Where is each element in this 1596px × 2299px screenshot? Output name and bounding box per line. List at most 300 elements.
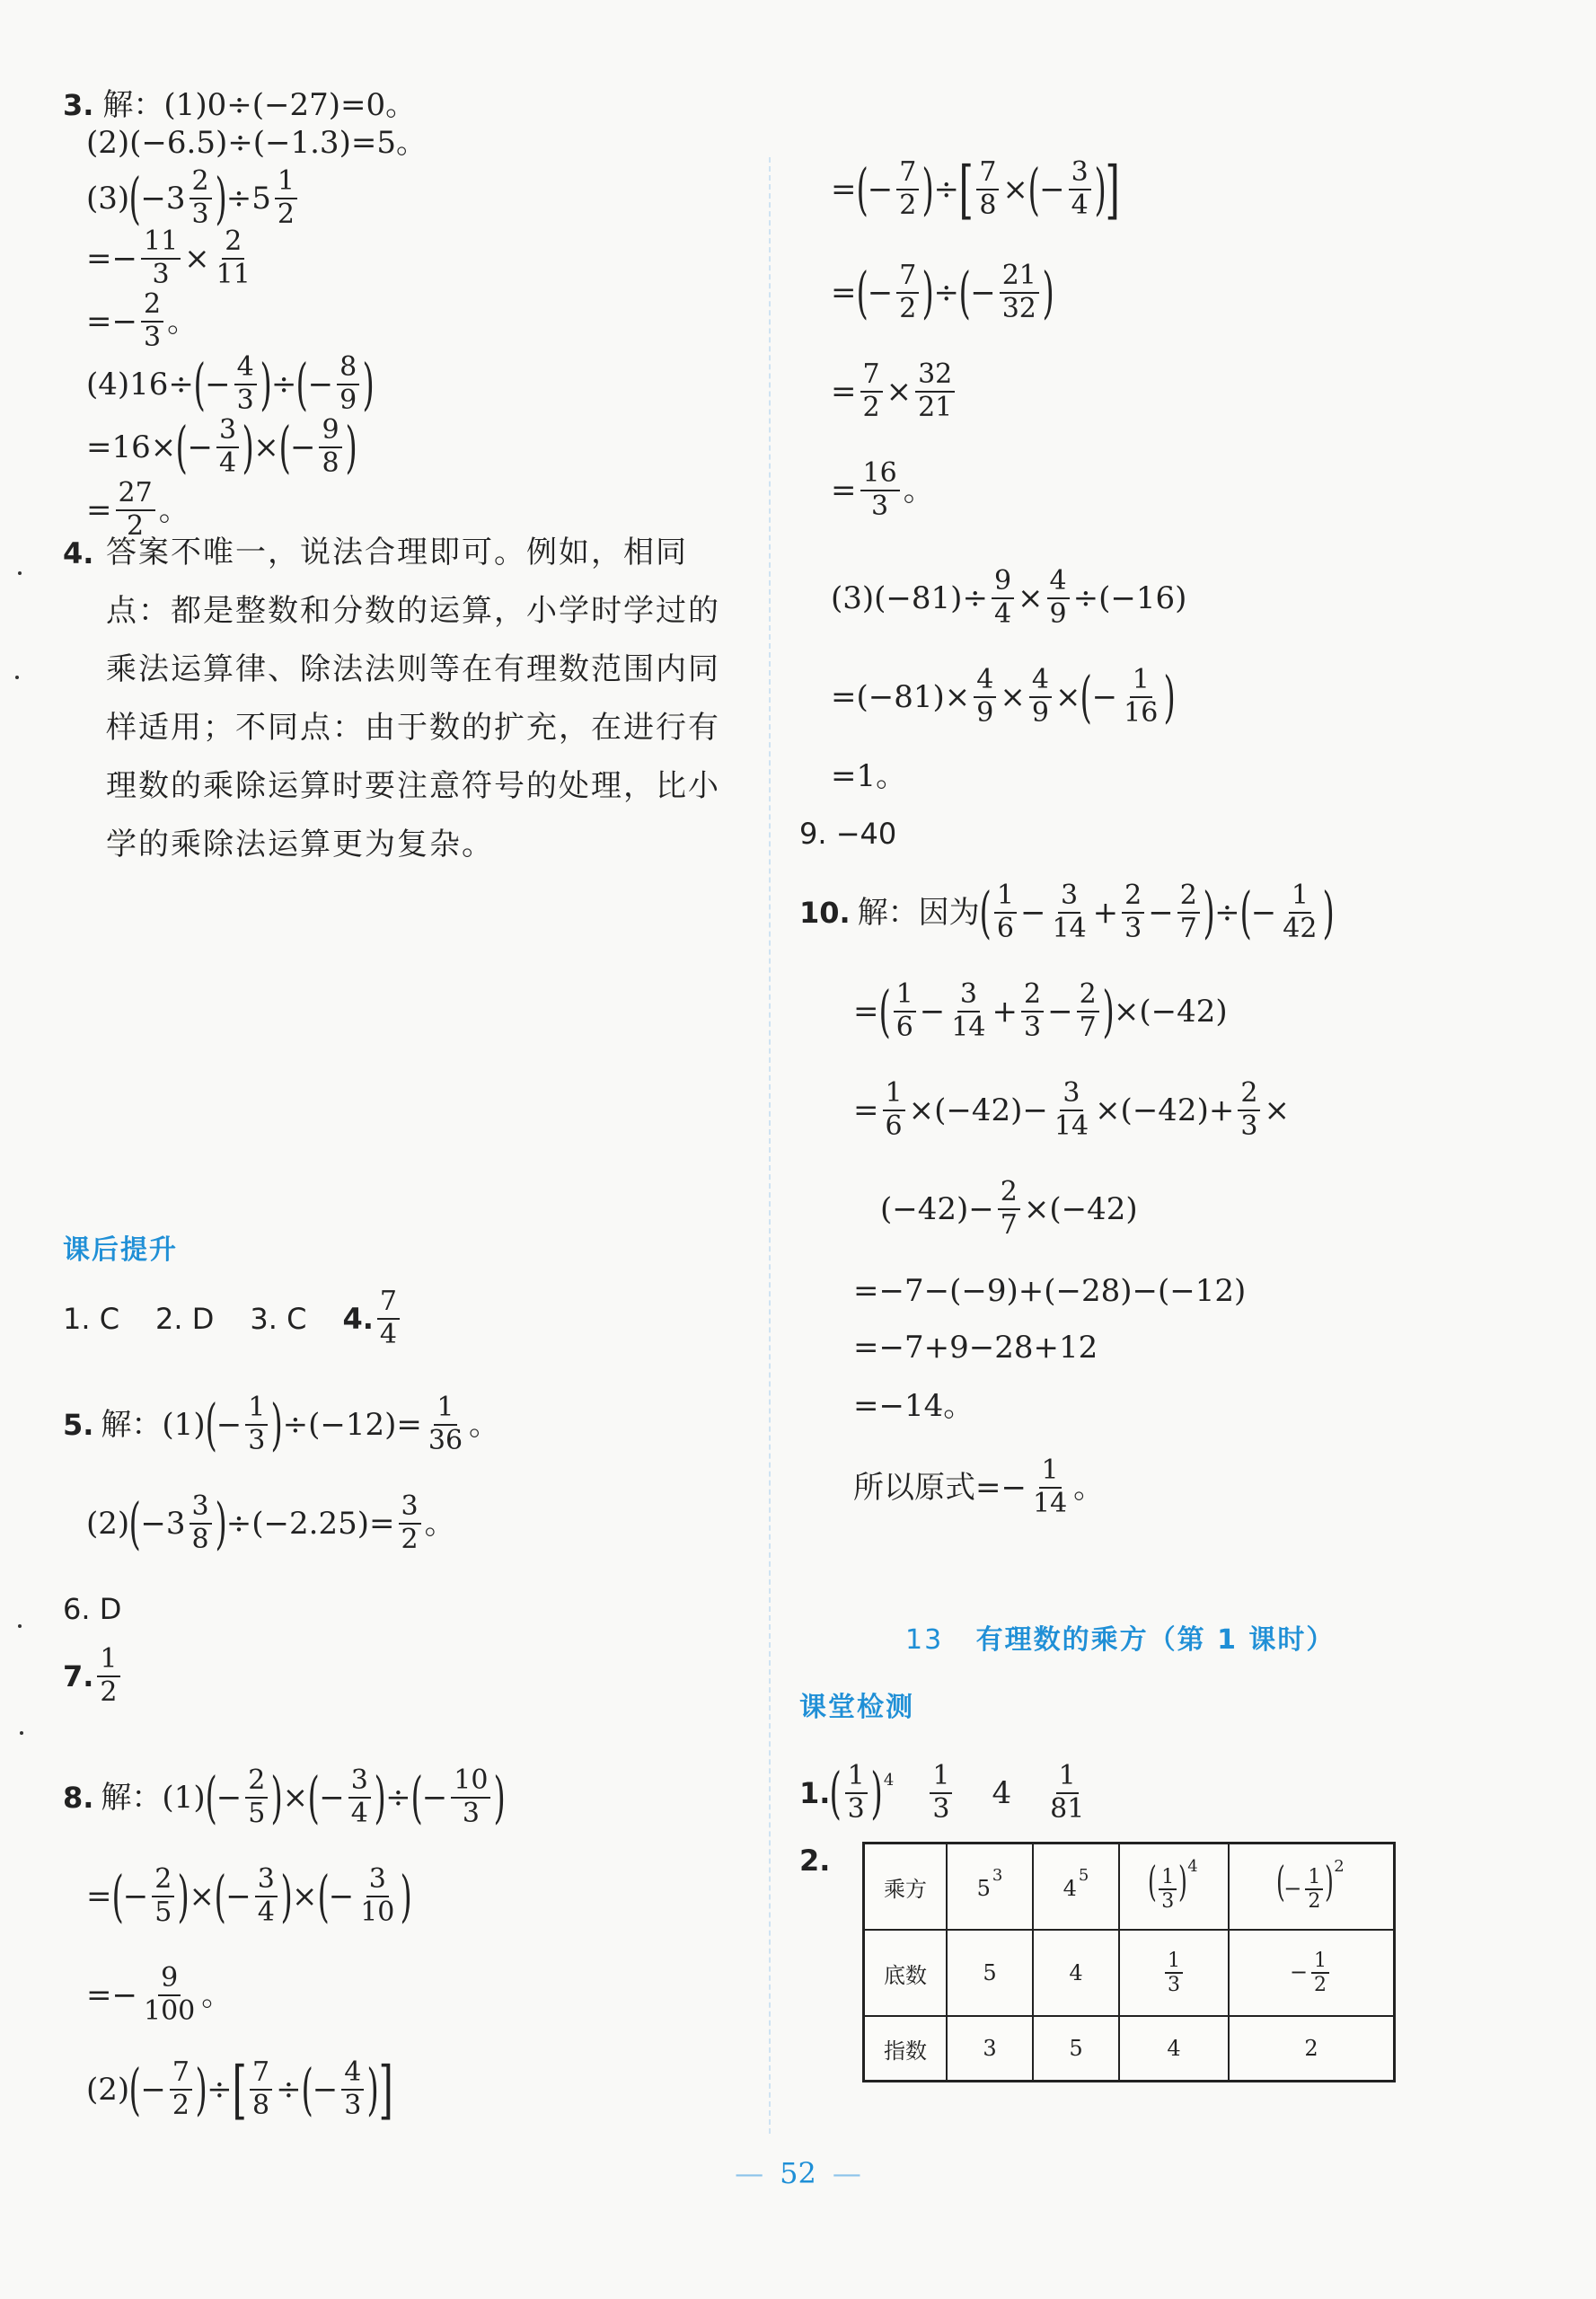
numerator: 1 xyxy=(97,1644,119,1677)
numerator: 16 xyxy=(860,458,900,491)
fraction xyxy=(1177,880,1200,944)
period: 。 xyxy=(903,472,934,508)
equals-minus: =− xyxy=(86,1976,137,2013)
denominator: 7 xyxy=(1000,1208,1018,1241)
denominator: 14 xyxy=(1032,1487,1068,1519)
numerator: 2 xyxy=(1122,880,1144,914)
paren-close: ) xyxy=(366,2056,380,2122)
numerator: 27 xyxy=(116,478,155,511)
numerator: 2 xyxy=(1077,979,1099,1012)
q10-step3-text: =−7−(−9)+(−28)−(−12) xyxy=(853,1273,1247,1309)
q5-part2-prefix: (2) xyxy=(86,1505,130,1542)
q3-part3-div: ÷5 xyxy=(225,180,271,217)
paren-close: ) xyxy=(280,1862,293,1929)
numerator: 1 xyxy=(1305,1866,1323,1890)
paren-open: ( xyxy=(128,1490,141,1556)
denominator: 2 xyxy=(401,1523,419,1555)
denominator: 5 xyxy=(154,1896,172,1928)
q10-step1: = ( $\frac{1}{6}$ − $\frac{3}{14}$ + $\frac{2}{3}$ − $\frac{2}{7}$ ) ×(−42) xyxy=(853,977,1228,1044)
period: 。 xyxy=(424,1505,455,1542)
bracket-close: ] xyxy=(378,2052,393,2127)
table-row xyxy=(864,2016,1395,2082)
paren-open: ( xyxy=(1148,1856,1158,1906)
denominator: 8 xyxy=(979,189,997,221)
numerator: 21 xyxy=(1000,261,1039,294)
period: 。 xyxy=(201,1976,233,2013)
q10-conclusion xyxy=(853,1455,1104,1519)
denominator: 10 xyxy=(360,1896,395,1928)
q8-number: 8. xyxy=(63,1780,94,1815)
numerator: 2 xyxy=(998,1177,1020,1210)
paren-open: ( xyxy=(979,879,992,945)
denominator: 4 xyxy=(350,1797,368,1829)
numerator: 1 xyxy=(434,1393,456,1426)
numerator: 3 xyxy=(957,979,980,1012)
fraction xyxy=(1000,261,1039,324)
q3-part3-step2 xyxy=(86,289,198,353)
table-cell: 5 xyxy=(947,1930,1033,2016)
numerator: 10 xyxy=(451,1765,490,1799)
q5-intro: 解：(1) xyxy=(101,1406,206,1443)
paren-close: ) xyxy=(870,1759,883,1826)
denominator: 2 xyxy=(1314,1974,1327,1996)
denominator: 14 xyxy=(951,1011,986,1043)
q10-line1: 10. 解：因为 ( $\frac{1}{6}$ − $\frac{3}{14}$ + $\frac{2}{3}$ − $\frac{2}{7}$ ) ÷ ( − $\frac{1}{42}$ ) xyxy=(799,879,1336,945)
q8-part1: 8. 解：(1) ( − $\frac{2}{5}$ ) × ( − $\frac{3}{4}$ ) ÷ ( − $\frac{10}{3}$ ) xyxy=(63,1764,507,1830)
paren-open: ( xyxy=(295,350,309,417)
fraction xyxy=(377,1287,400,1350)
table-cell: (− $\frac{1}{2}$ )$^2$ xyxy=(1229,1844,1395,1931)
denominator: 14 xyxy=(1054,1110,1089,1142)
denominator: 5 xyxy=(248,1797,266,1829)
numerator: 4 xyxy=(974,665,996,698)
q5-part2 xyxy=(86,1491,455,1555)
equals: = xyxy=(831,171,857,208)
denominator: 21 xyxy=(918,391,953,423)
table-cell: 2 xyxy=(1229,2016,1395,2082)
left-column xyxy=(0,0,768,2299)
exponent: 4 xyxy=(883,1770,895,1790)
q3-part3 xyxy=(86,166,301,230)
paren-open: ( xyxy=(1080,663,1093,729)
q8-part3-rest: ÷(−16) xyxy=(1072,579,1187,616)
q7 xyxy=(63,1644,124,1708)
numerator: 1 xyxy=(1159,1866,1177,1890)
denominator: 36 xyxy=(428,1424,463,1456)
numerator: 32 xyxy=(915,359,955,393)
paren-close: ) xyxy=(374,1764,386,1830)
numerator: 4 xyxy=(341,2057,364,2091)
fraction xyxy=(896,157,919,221)
table-row xyxy=(864,1844,1395,1931)
fraction xyxy=(357,1864,397,1928)
denominator: 9 xyxy=(339,384,357,416)
q10-step2-lead: (−42)− xyxy=(880,1190,994,1227)
mc-answer-2: 2. D xyxy=(155,1301,215,1336)
table-cell xyxy=(947,1844,1033,1931)
numerator: 1 xyxy=(845,1761,868,1794)
period: 。 xyxy=(1073,1469,1105,1506)
q3-part4-step1: =16× ( − $\frac{3}{4}$ ) × ( − $\frac{9}{8}$ ) xyxy=(86,413,357,480)
denominator: 3 xyxy=(847,1792,865,1825)
fraction xyxy=(1049,880,1089,944)
equals: = xyxy=(853,993,879,1030)
q3-line1 xyxy=(63,87,417,123)
denominator: 7 xyxy=(1179,912,1197,944)
numerator: 3 xyxy=(1058,880,1080,914)
fraction xyxy=(1021,979,1044,1043)
exponent: 5 xyxy=(1078,1865,1089,1885)
denominator: 3 xyxy=(344,2089,362,2121)
q10-number: 10. xyxy=(799,895,851,930)
numerator: 8 xyxy=(337,352,359,385)
mc-answer-1: 1. C xyxy=(63,1301,120,1336)
fraction xyxy=(1305,1866,1323,1914)
numerator: 7 xyxy=(170,2057,192,2091)
denominator: 100 xyxy=(143,1994,196,2027)
denominator: 2 xyxy=(1308,1890,1321,1914)
paren-open: ( xyxy=(1239,879,1252,945)
lesson-heading xyxy=(905,1617,1335,1657)
period: 。 xyxy=(469,1406,500,1443)
numerator: 9 xyxy=(158,1963,181,1996)
fraction xyxy=(426,1393,465,1456)
q8-part3-prefix: (3)(−81)÷ xyxy=(831,579,988,616)
table-cell: 4 xyxy=(1033,1930,1119,2016)
q10-intro: 解：因为 xyxy=(857,894,980,931)
numerator: 4 xyxy=(234,352,257,385)
denominator: 14 xyxy=(1052,912,1087,944)
paren-open: ( xyxy=(193,350,206,417)
q6-answer: 6. D xyxy=(63,1592,122,1626)
bracket-close: ] xyxy=(1105,152,1120,226)
numerator: 1 xyxy=(994,880,1017,914)
numerator: 2 xyxy=(190,166,212,199)
paren-open: ( xyxy=(205,1391,217,1457)
q10-step4 xyxy=(853,1330,1098,1366)
fraction xyxy=(976,157,999,221)
numerator: 1 xyxy=(883,1078,905,1111)
q7-number: 7. xyxy=(63,1658,94,1693)
row-label: 底数 xyxy=(864,1930,948,2016)
numerator: 4 xyxy=(1029,665,1052,698)
bracket-open: [ xyxy=(232,2052,247,2127)
denominator: 3 xyxy=(191,198,209,230)
q1-b: 4 xyxy=(992,1774,1012,1811)
denominator: 3 xyxy=(143,321,162,353)
numerator: 7 xyxy=(896,157,919,190)
fraction xyxy=(245,1765,268,1829)
denominator: 8 xyxy=(191,1523,209,1555)
fraction xyxy=(994,880,1017,944)
paren-open: ( xyxy=(128,164,141,231)
numerator: 1 xyxy=(1130,665,1152,698)
paren-close: ) xyxy=(344,413,357,480)
table-cell: 5 xyxy=(1033,2016,1119,2082)
denominator: 6 xyxy=(895,1011,913,1043)
paren-close: ) xyxy=(195,2056,207,2122)
exponent: 4 xyxy=(1187,1856,1198,1876)
denominator: 4 xyxy=(218,447,237,479)
denominator: 2 xyxy=(899,189,917,221)
denominator: 6 xyxy=(996,912,1014,944)
denominator: 11 xyxy=(216,258,251,290)
fraction xyxy=(1030,1455,1070,1519)
paren-close: ) xyxy=(242,413,254,480)
numerator: 1 xyxy=(275,166,297,199)
period: 。 xyxy=(158,491,190,528)
denominator: 8 xyxy=(251,2089,270,2121)
times-m42: ×(−42) xyxy=(1095,1092,1209,1128)
denominator: 3 xyxy=(1023,1011,1042,1043)
q10-step3 xyxy=(853,1273,1247,1309)
paren-open: ( xyxy=(128,2056,141,2122)
numerator: 7 xyxy=(860,359,883,393)
numerator: 1 xyxy=(245,1393,268,1426)
q4-answer-text: 答案不唯一，说法合理即可。例如，相同点：都是整数和分数的运算，小学时学过的乘法运算律、除法法则等在有理数范围内同样适用；不同点：由于数的扩充，在进行有理数的乘除运算时要注意符号的处理，比小学的乘除法运算更为复杂。 xyxy=(106,535,720,862)
q3-part3-step1 xyxy=(86,226,257,290)
denominator: 9 xyxy=(1031,696,1049,729)
numerator: 3 xyxy=(216,415,239,448)
q8-part2-step2: = ( − $\frac{7}{2}$ ) ÷ ( − $\frac{21}{32}$ ) xyxy=(831,259,1054,325)
fraction xyxy=(894,979,916,1043)
denominator: 3 xyxy=(236,384,254,416)
numerator: 2 xyxy=(222,226,244,260)
q10-step5 xyxy=(853,1388,974,1424)
fraction xyxy=(1311,1950,1329,1997)
paren-close: ) xyxy=(1325,1856,1335,1906)
fraction xyxy=(190,166,212,230)
q1-number: 1. xyxy=(799,1775,831,1810)
q2-label-line xyxy=(799,1844,831,1878)
page-number xyxy=(0,2156,1596,2190)
fraction xyxy=(141,226,181,290)
base: 4 xyxy=(1063,1875,1077,1901)
numerator: 1 xyxy=(930,1761,952,1794)
paren-close: ) xyxy=(400,1862,413,1929)
mixed-whole: −3 xyxy=(140,1505,186,1542)
paren-open: ( xyxy=(410,1764,423,1830)
numerator: 3 xyxy=(1069,157,1091,190)
fraction xyxy=(1122,880,1144,944)
q1-answer xyxy=(799,1761,1090,1825)
paren-close: ) xyxy=(1322,879,1336,945)
paren-close: ) xyxy=(177,1862,190,1929)
fraction xyxy=(1238,1078,1260,1142)
fraction xyxy=(860,458,900,522)
q4-number-line xyxy=(63,536,94,570)
numerator: 2 xyxy=(1177,880,1200,914)
times-m42: ×(−42) xyxy=(1023,1190,1138,1227)
fraction xyxy=(141,1963,198,2027)
q3-part2-text: (2)(−6.5)÷(−1.3)=5。 xyxy=(86,125,427,161)
section-title-after-class: 课后提升 xyxy=(63,1234,178,1266)
paren-close: ) xyxy=(260,350,272,417)
paren-close: ) xyxy=(1203,879,1215,945)
step-prefix: =− xyxy=(86,303,137,340)
numerator: 2 xyxy=(1021,979,1044,1012)
numerator: 3 xyxy=(255,1864,278,1897)
fraction xyxy=(451,1765,490,1829)
paren-open: ( xyxy=(278,413,291,480)
paren-open: ( xyxy=(307,1764,320,1830)
numerator: 7 xyxy=(250,2057,272,2091)
q3-number: 3. xyxy=(63,88,94,122)
q8-part2-step3: = $\frac{7}{2}$ × $\frac{32}{21}$ xyxy=(831,359,958,423)
q9-answer: 9. −40 xyxy=(799,817,897,851)
q3-part4-prefix: (4)16÷ xyxy=(86,366,194,402)
denominator: 3 xyxy=(1161,1890,1175,1914)
numerator: 1 xyxy=(1039,1455,1062,1489)
denominator: 2 xyxy=(277,198,295,230)
q3-part1: 解：(1)0÷(−27)=0。 xyxy=(102,87,417,123)
table-cell xyxy=(1119,1930,1229,2016)
q3-part4: (4)16÷ ( − $\frac{4}{3}$ ) ÷ ( − $\frac{8}{9}$ ) xyxy=(86,350,375,417)
paren-open: ( xyxy=(110,1862,124,1929)
fraction xyxy=(1121,665,1160,729)
denominator: 3 xyxy=(932,1792,950,1825)
equals: = xyxy=(86,1878,112,1914)
numerator: 9 xyxy=(319,415,341,448)
numerator: 2 xyxy=(1238,1078,1260,1111)
numerator: 4 xyxy=(1047,566,1070,599)
table-cell xyxy=(1119,1844,1229,1931)
q3-part3-prefix: (3) xyxy=(86,180,130,217)
numerator: 2 xyxy=(245,1765,268,1799)
margin-speck xyxy=(15,676,19,679)
denominator: 6 xyxy=(885,1110,903,1142)
denominator: 9 xyxy=(1049,597,1067,630)
exponent: 3 xyxy=(992,1865,1003,1885)
paren-open: ( xyxy=(829,1759,842,1826)
numerator: 3 xyxy=(399,1491,421,1525)
numerator: 9 xyxy=(992,566,1014,599)
fraction xyxy=(1047,1761,1087,1825)
dash-decoration: — xyxy=(832,2156,861,2190)
denominator: 4 xyxy=(379,1318,397,1350)
equals: = xyxy=(831,274,857,311)
margin-speck xyxy=(18,1624,22,1628)
q6 xyxy=(63,1592,122,1626)
denominator: 2 xyxy=(127,509,145,542)
power-table xyxy=(862,1842,1396,2082)
fraction xyxy=(170,2057,192,2121)
paren-close: ) xyxy=(1094,155,1107,222)
numerator: 1 xyxy=(1311,1950,1329,1974)
paren-close: ) xyxy=(1178,1856,1188,1906)
fraction xyxy=(1077,979,1099,1043)
numerator: 3 xyxy=(366,1864,389,1897)
q5-part2-rest: ÷(−2.25)= xyxy=(225,1505,395,1542)
column-divider xyxy=(769,157,771,2134)
q8-part2-step1: = ( − $\frac{7}{2}$ ) ÷ [ $\frac{7}{8}$ × ( − $\frac{3}{4}$ ) ] xyxy=(831,152,1120,226)
q5-part1: 5. 解：(1) ( − $\frac{1}{3}$ ) ÷(−12)= $\frac{1}{36}$ 。 xyxy=(63,1391,500,1457)
denominator: 81 xyxy=(1050,1792,1085,1825)
fraction xyxy=(860,359,883,423)
table-cell xyxy=(1033,1844,1119,1931)
denominator: 2 xyxy=(899,292,917,324)
denominator: 3 xyxy=(871,490,889,522)
margin-speck xyxy=(20,1731,23,1735)
fraction xyxy=(930,1761,952,1825)
q10-step2: = $\frac{1}{6}$ ×(−42) − $\frac{3}{14}$ ×(−42) + $\frac{2}{3}$ × xyxy=(853,1077,1290,1142)
times-m42: ×(−42) xyxy=(908,1092,1023,1128)
lesson-title: 有理数的乘方（第 1 课时） xyxy=(975,1624,1336,1656)
q10-step1-tail: ×(−42) xyxy=(1113,993,1228,1030)
fraction xyxy=(190,1491,212,1555)
fraction xyxy=(1159,1866,1177,1914)
denominator: 3 xyxy=(1168,1974,1180,1996)
equals: = xyxy=(853,1092,879,1128)
step-prefix: =(−81)× xyxy=(831,678,971,715)
paren-open: ( xyxy=(855,155,869,222)
fraction xyxy=(399,1491,421,1555)
fraction xyxy=(97,1644,119,1708)
fraction xyxy=(1165,1950,1183,1997)
fraction xyxy=(974,665,996,729)
table-row xyxy=(864,1930,1395,2016)
q2-number: 2. xyxy=(799,1844,831,1878)
denominator: 4 xyxy=(257,1896,275,1928)
q4-number: 4. xyxy=(63,536,94,570)
paren-open: ( xyxy=(855,259,869,325)
mc-answers xyxy=(63,1287,403,1350)
fraction xyxy=(883,1078,905,1142)
q8-part3-step2 xyxy=(831,758,907,794)
times-sign: × xyxy=(184,240,210,277)
page-number-text: 52 xyxy=(780,2156,816,2190)
numerator: 11 xyxy=(141,226,181,260)
fraction xyxy=(214,226,253,290)
paren-open: ( xyxy=(175,413,189,480)
fraction xyxy=(1069,157,1091,221)
fraction xyxy=(245,1393,268,1456)
q8-part2-prefix: (2) xyxy=(86,2071,130,2108)
fraction xyxy=(275,166,297,230)
fraction xyxy=(948,979,988,1043)
row-label: 乘方 xyxy=(864,1844,948,1931)
table-cell: 3 xyxy=(947,2016,1033,2082)
paren-open: ( xyxy=(316,1862,330,1929)
table-cell: − $\frac{1}{2}$ xyxy=(1229,1930,1395,2016)
paren-close: ) xyxy=(1102,977,1115,1044)
fraction xyxy=(319,415,341,479)
denominator: 3 xyxy=(152,258,170,290)
q3-part2 xyxy=(86,125,427,161)
dash-decoration: — xyxy=(735,2156,764,2190)
numerator: 1 xyxy=(1165,1950,1183,1974)
q5-number: 5. xyxy=(63,1407,94,1442)
paren-close: ) xyxy=(1042,259,1054,325)
equals: = xyxy=(831,472,857,508)
q8-part1-step1: = ( − $\frac{2}{5}$ ) × ( − $\frac{3}{4}$ ) × ( − $\frac{3}{10}$ ) xyxy=(86,1862,413,1929)
paren-close: ) xyxy=(270,1391,284,1457)
q8-part3: (3)(−81)÷ $\frac{9}{4}$ × $\frac{4}{9}$ ÷(−16) xyxy=(831,565,1187,630)
denominator: 3 xyxy=(462,1797,480,1829)
mc-answer-3: 3. C xyxy=(250,1301,307,1336)
step-prefix: =16× xyxy=(86,429,177,465)
fraction xyxy=(915,359,955,423)
equals: = xyxy=(831,373,857,410)
paren-close: ) xyxy=(921,155,935,222)
denominator: 2 xyxy=(172,2089,190,2121)
denominator: 42 xyxy=(1283,912,1318,944)
paren-open: ( xyxy=(1276,1856,1286,1906)
q10-step5-text: =−14。 xyxy=(853,1388,974,1424)
mc-answer-4-label: 4. xyxy=(342,1301,374,1336)
exponent: 2 xyxy=(1334,1856,1345,1876)
q4-answer xyxy=(106,524,735,874)
